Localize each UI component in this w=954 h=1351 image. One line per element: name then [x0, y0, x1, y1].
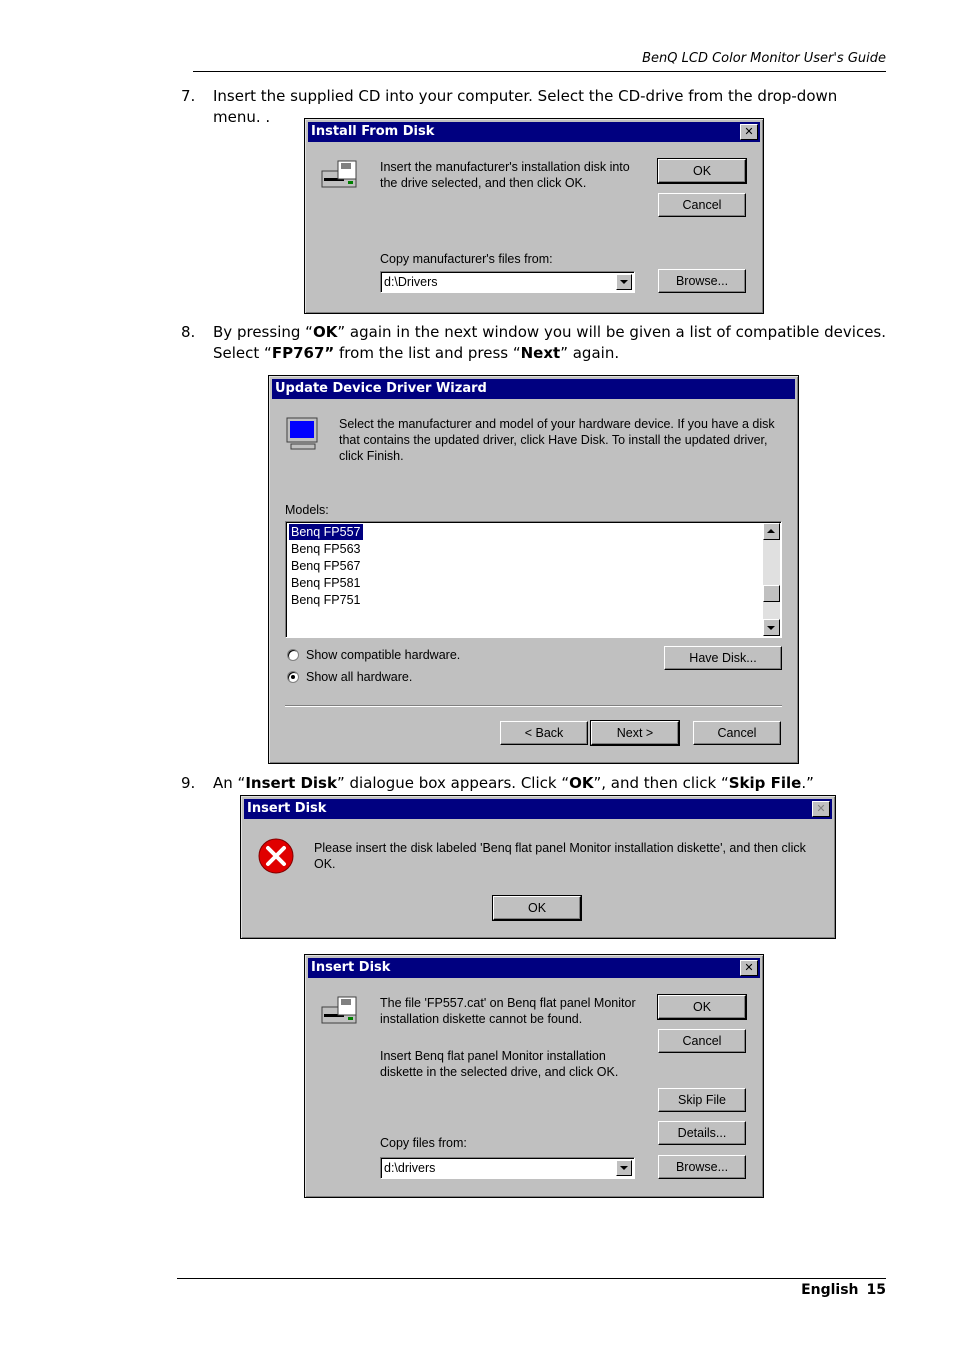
step-number: 7.	[181, 87, 196, 105]
dialog-titlebar	[272, 379, 795, 399]
monitor-icon	[285, 416, 321, 452]
back-button[interactable]: < Back	[500, 721, 588, 745]
running-header: BenQ LCD Color Monitor User's Guide	[642, 51, 886, 66]
close-icon[interactable]: ✕	[740, 960, 758, 976]
scrollbar[interactable]	[763, 523, 780, 636]
not-found-message: The file 'FP557.cat' on Benq flat panel Monitor installation diskette cannot be found.	[380, 996, 636, 1026]
scroll-down-icon[interactable]	[763, 619, 780, 636]
path-value: d:\drivers	[384, 1161, 436, 1175]
browse-button[interactable]: Browse...	[658, 269, 746, 293]
footer-language: English	[801, 1282, 859, 1298]
step-text: Insert the supplied CD into your computer. Select the CD-drive from the drop-down menu. .	[213, 87, 838, 126]
step-number: 9.	[181, 774, 196, 792]
radio-compatible[interactable]	[287, 649, 299, 661]
error-icon	[256, 836, 296, 876]
update-driver-wizard-dialog	[268, 375, 799, 764]
close-icon[interactable]: ✕	[740, 124, 758, 140]
radio-all[interactable]	[287, 671, 299, 683]
dialog-title: Insert Disk	[247, 801, 327, 816]
skip-file-button[interactable]: Skip File	[658, 1088, 746, 1112]
page-number: 15	[866, 1282, 886, 1298]
divider	[285, 705, 782, 707]
radio-compatible-label: Show compatible hardware.	[306, 648, 461, 662]
dialog-titlebar	[308, 122, 760, 142]
models-label: Models:	[285, 503, 329, 517]
footer-rule	[177, 1278, 886, 1279]
radio-all-label: Show all hardware.	[306, 670, 413, 684]
step-text: By pressing “OK” again in the next window you will be given a list of compatible devices. Select “FP767” from the list and press “Next” again.	[213, 323, 887, 362]
cancel-button[interactable]: Cancel	[658, 1029, 746, 1053]
next-button[interactable]: Next >	[591, 721, 679, 745]
list-item[interactable]: Benq FP557	[291, 525, 361, 539]
browse-button[interactable]: Browse...	[658, 1155, 746, 1179]
step-text: An “Insert Disk” dialogue box appears. Click “OK”, and then click “Skip File.”	[213, 774, 814, 792]
path-combobox[interactable]	[380, 271, 635, 293]
list-item[interactable]: Benq FP581	[291, 576, 361, 590]
cancel-button[interactable]: Cancel	[658, 193, 746, 217]
path-value: d:\Drivers	[384, 275, 438, 289]
list-item[interactable]: Benq FP567	[291, 559, 361, 573]
insert-message: Insert Benq flat panel Monitor installation diskette in the selected drive, and click OK.	[380, 1049, 619, 1079]
copy-from-label: Copy manufacturer's files from:	[380, 252, 553, 266]
list-item[interactable]: Benq FP563	[291, 542, 361, 556]
scroll-up-icon[interactable]	[763, 523, 780, 540]
dialog-titlebar	[244, 799, 832, 819]
dialog-title: Insert Disk	[311, 960, 391, 975]
page-footer	[793, 1282, 886, 1298]
ok-button[interactable]: OK	[493, 896, 581, 920]
step-number: 8.	[181, 323, 196, 341]
cancel-button[interactable]: Cancel	[693, 721, 781, 745]
dialog-title: Update Device Driver Wizard	[275, 381, 487, 396]
have-disk-button[interactable]: Have Disk...	[664, 646, 782, 670]
copy-from-label: Copy files from:	[380, 1136, 467, 1150]
dialog-titlebar	[308, 958, 760, 978]
ok-button[interactable]: OK	[658, 159, 746, 183]
error-message: Please insert the disk labeled 'Benq flat panel Monitor installation diskette', and then click OK.	[314, 841, 806, 871]
floppy-drive-icon	[320, 159, 360, 193]
ok-button[interactable]: OK	[658, 995, 746, 1019]
floppy-drive-icon	[320, 995, 360, 1029]
wizard-message: Select the manufacturer and model of your hardware device. If you have a disk that contains the updated driver, click Have Disk. To install the updated driver, click Finish.	[339, 417, 775, 463]
models-listbox[interactable]	[285, 521, 782, 638]
list-item[interactable]: Benq FP751	[291, 593, 361, 607]
header-rule	[193, 71, 886, 72]
path-combobox[interactable]	[380, 1157, 635, 1179]
dialog-message: Insert the manufacturer's installation disk into the drive selected, and then click OK.	[380, 160, 630, 190]
details-button[interactable]: Details...	[658, 1121, 746, 1145]
chevron-down-icon[interactable]	[616, 1160, 632, 1176]
insert-disk-error-dialog	[240, 795, 836, 939]
install-from-disk-dialog	[304, 118, 764, 314]
scroll-thumb[interactable]	[763, 585, 780, 602]
dialog-title: Install From Disk	[311, 124, 435, 139]
close-icon[interactable]: ✕	[812, 801, 830, 817]
chevron-down-icon[interactable]	[616, 274, 632, 290]
insert-disk-dialog	[304, 954, 764, 1198]
